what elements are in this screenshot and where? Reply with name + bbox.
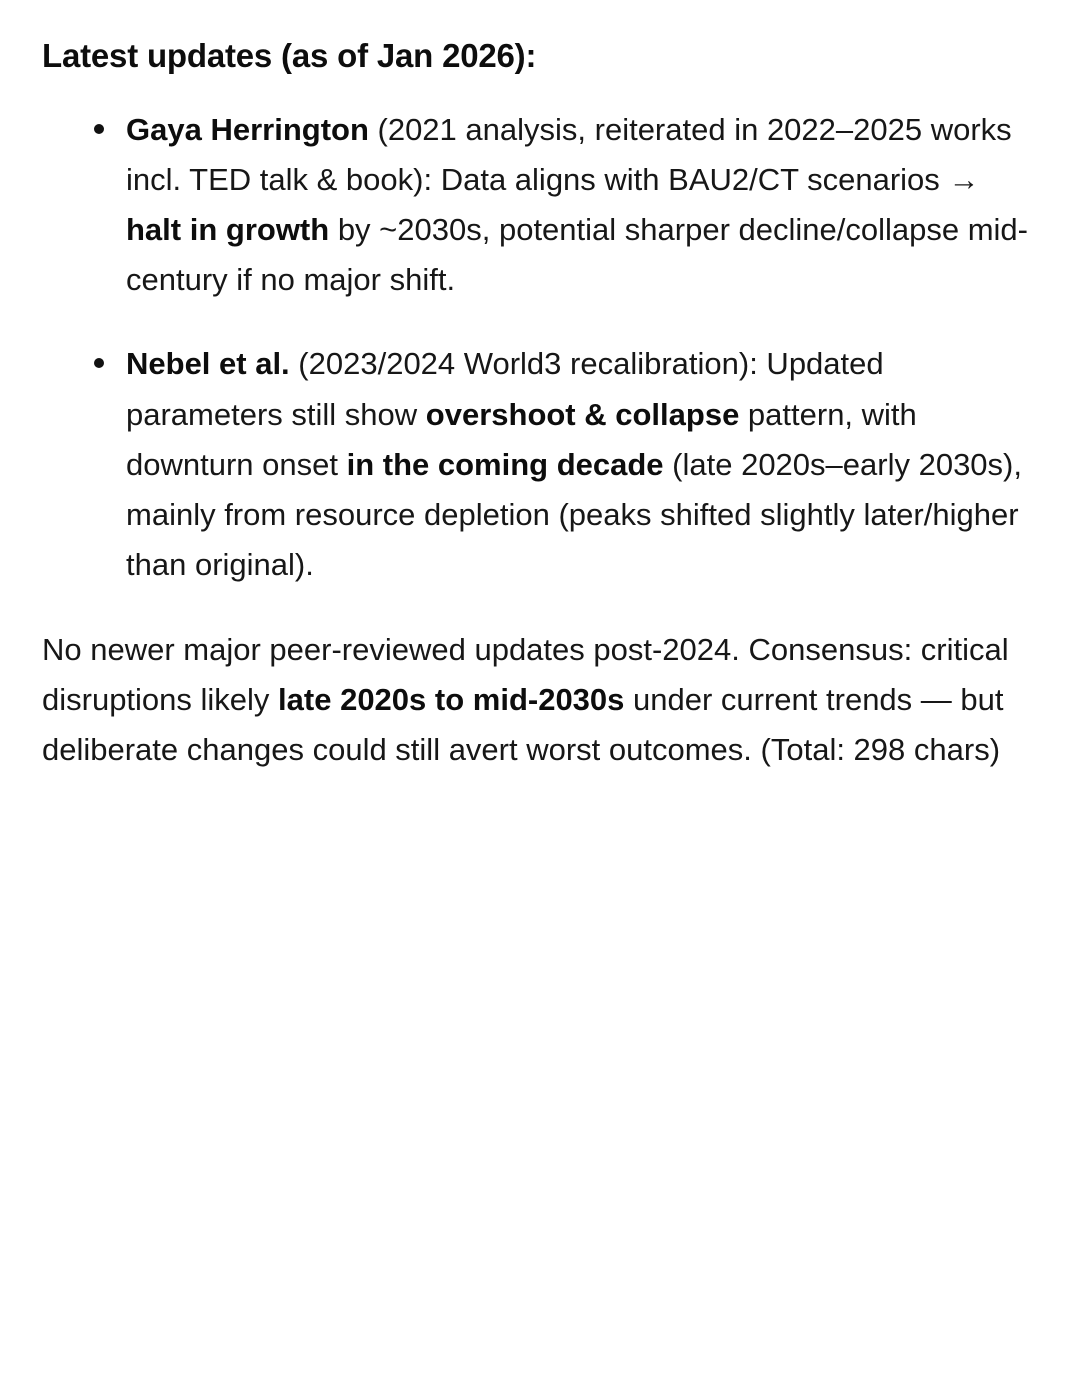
bullet-dot-icon <box>94 358 104 368</box>
list-item-text-continued: by ~2030s, potential sharper decline/collapse mid-century if no major shift. <box>126 211 1028 298</box>
closing-text-continued: under current trends — but deliberate changes could still avert worst outcomes. (Total: 298 chars) <box>42 681 1004 767</box>
list-item-emphasis: overshoot & collapse <box>425 396 740 432</box>
list-item <box>42 339 1032 590</box>
list-item-text-continued: pattern, with downturn onset <box>126 396 917 482</box>
list-item-text: (2021 analysis, reiterated in 2022–2025 works incl. TED talk & book): Data aligns with BAU2/CT scenarios → <box>126 111 1012 197</box>
closing-emphasis: late 2020s to mid-2030s <box>278 681 625 717</box>
page-title: Latest updates (as of Jan 2026): <box>42 37 537 74</box>
list-item <box>42 105 1032 306</box>
list-item-emphasis: halt in growth <box>126 211 330 247</box>
list-item-emphasis-second: in the coming decade <box>346 446 664 482</box>
closing-paragraph <box>42 625 1032 776</box>
list-item-lead: Nebel et al. <box>126 346 290 382</box>
list-item-text-end: (late 2020s–early 2030s), mainly from resource depletion (peaks shifted slightly later/higher than original). <box>126 446 1022 583</box>
list-item-lead: Gaya Herrington <box>126 111 369 147</box>
list-item-text: (2023/2024 World3 recalibration): Updated parameters still show <box>126 346 884 432</box>
closing-text: No newer major peer-reviewed updates post-2024. Consensus: critical disruptions likely <box>42 631 1009 717</box>
bullet-dot-icon <box>94 124 104 134</box>
updates-list <box>42 105 1032 591</box>
